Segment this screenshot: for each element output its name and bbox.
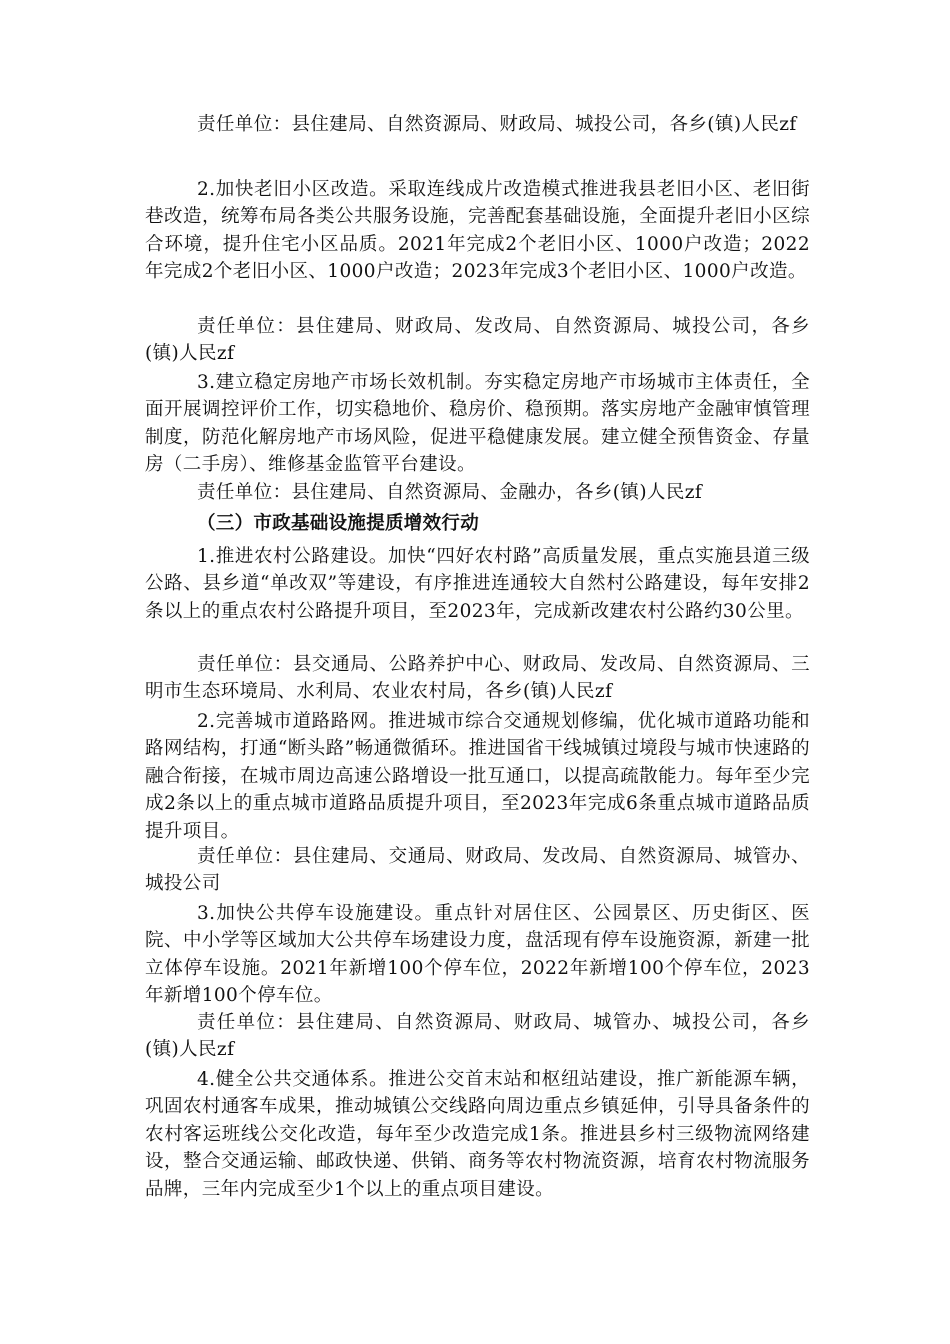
responsibility-paragraph: 责任单位：县住建局、自然资源局、金融办，各乡(镇)人民zf bbox=[197, 482, 703, 503]
body-paragraph: 4.健全公共交通体系。推进公交首末站和枢纽站建设，推广新能源车辆，巩固农村通客车成果，推动城镇公交线路向周边重点乡镇延伸，引导具备条件的农村客运班线公交化改造，每年至少改造完成1条。推进县乡村三级物流网络建设，整合交通运输、邮政快递、供销、商务等农村物流资源，培育农村物流服务品牌，三年内完成至少1个以上的重点项目建设。 bbox=[145, 1069, 810, 1200]
responsibility-paragraph: 责任单位：县交通局、公路养护中心、财政局、发改局、自然资源局、三明市生态环境局、水利局、农业农村局，各乡(镇)人民zf bbox=[145, 654, 810, 703]
body-paragraph: 2.完善城市道路路网。推进城市综合交通规划修编，优化城市道路功能和路网结构，打通“断头路”畅通微循环。推进国省干线城镇过境段与城市快速路的融合衔接，在城市周边高速公路增设一批互通口，以提高疏散能力。每年至少完成2条以上的重点城市道路品质提升项目，至2023年完成6条重点城市道路品质提升项目。 bbox=[145, 711, 810, 842]
responsibility-paragraph: 责任单位：县住建局、交通局、财政局、发改局、自然资源局、城管办、城投公司 bbox=[145, 846, 810, 895]
body-paragraph: 3.建立稳定房地产市场长效机制。夯实稳定房地产市场城市主体责任，全面开展调控评价工作，切实稳地价、稳房价、稳预期。落实房地产金融审慎管理制度，防范化解房地产市场风险，促进平稳健康发展。建立健全预售资金、存量房（二手房）、维修基金监管平台建设。 bbox=[145, 372, 810, 476]
body-paragraph: 2.加快老旧小区改造。采取连线成片改造模式推进我县老旧小区、老旧街巷改造，统筹布局各类公共服务设施，完善配套基础设施，全面提升老旧小区综合环境，提升住宅小区品质。2021年完成2个老旧小区、1000户改造；2022年完成2个老旧小区、1000户改造；2023年完成3个老旧小区、1000户改造。 bbox=[145, 179, 810, 283]
responsibility-paragraph: 责任单位：县住建局、财政局、发改局、自然资源局、城投公司，各乡(镇)人民zf bbox=[145, 316, 810, 365]
body-paragraph: 1.推进农村公路建设。加快“四好农村路”高质量发展，重点实施县道三级公路、县乡道“单改双”等建设，有序推进连通较大自然村公路建设，每年安排2条以上的重点农村公路提升项目，至2023年，完成新改建农村公路约30公里。 bbox=[145, 546, 810, 622]
responsibility-paragraph: 责任单位：县住建局、自然资源局、财政局、城管办、城投公司，各乡(镇)人民zf bbox=[145, 1012, 810, 1061]
responsibility-paragraph: 责任单位：县住建局、自然资源局、财政局、城投公司，各乡(镇)人民zf bbox=[197, 114, 797, 135]
section-heading: （三）市政基础设施提质增效行动 bbox=[197, 513, 480, 534]
body-paragraph: 3.加快公共停车设施建设。重点针对居住区、公园景区、历史街区、医院、中小学等区域加大公共停车场建设力度，盘活现有停车设施资源，新建一批立体停车设施。2021年新增100个停车位，2022年新增100个停车位，2023年新增100个停车位。 bbox=[145, 903, 810, 1007]
